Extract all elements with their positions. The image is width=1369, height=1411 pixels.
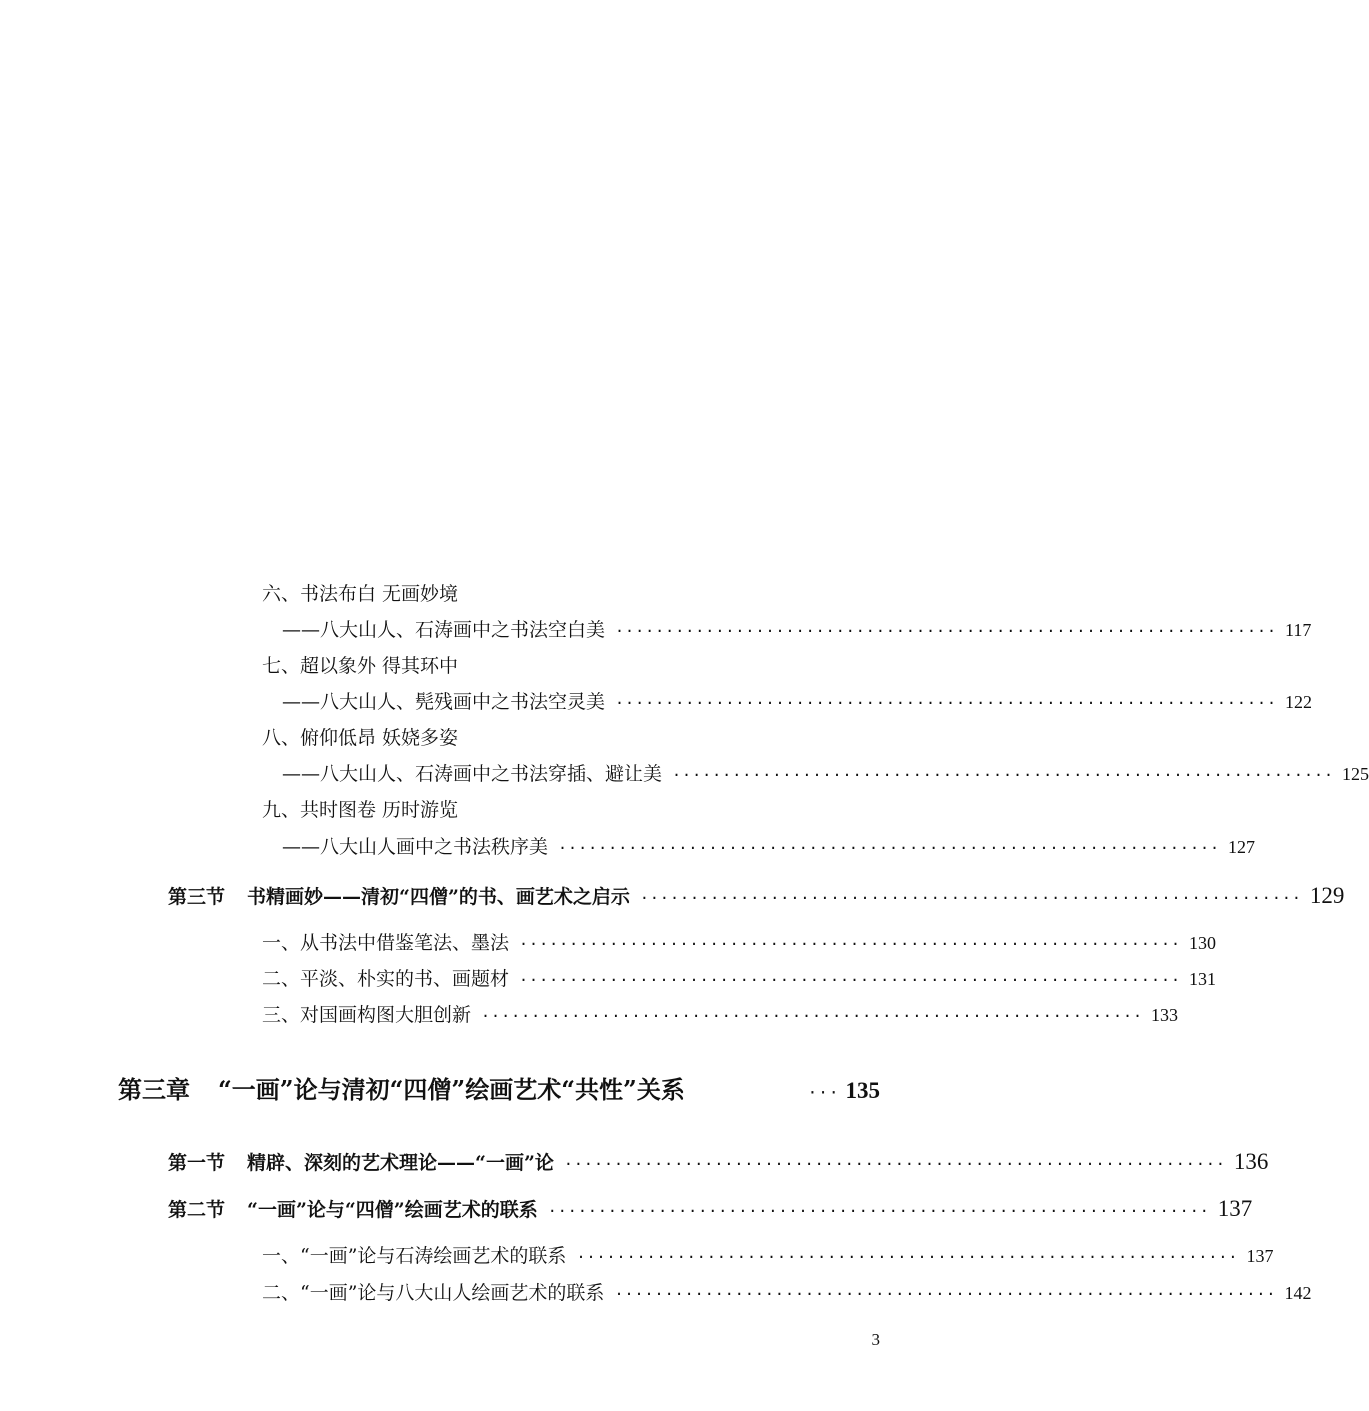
toc-entry-text: 一、从书法中借鉴笔法、墨法	[262, 932, 510, 954]
toc-chapter-3	[118, 1075, 880, 1104]
toc-section-3	[168, 883, 1345, 908]
toc-entry-7-title: 七、超以象外 得其环中	[262, 655, 459, 677]
dot-leader: ··································································	[576, 1248, 1239, 1266]
page-number: 131	[1189, 969, 1217, 989]
toc-chapter3-subentry-1	[262, 1245, 1274, 1267]
section-title: 精辟、深刻的艺术理论——“一画”论	[247, 1152, 554, 1174]
toc-subentry-3	[262, 1004, 1179, 1026]
toc-entry-8-title: 八、俯仰低昂 妖娆多姿	[262, 727, 459, 749]
section-title: “一画”论与“四僧”绘画艺术的联系	[247, 1199, 538, 1221]
page-number: 129	[1309, 883, 1345, 908]
dot-leader: ··································································	[547, 1202, 1210, 1220]
toc-subtitle-text: ——八大山人画中之书法秩序美	[282, 836, 549, 858]
toc-subtitle-text: ——八大山人、髡残画中之书法空灵美	[282, 691, 606, 713]
page-number: 127	[1228, 837, 1256, 857]
dot-leader: ··································································	[672, 766, 1335, 784]
toc-subentry-1	[262, 932, 1217, 954]
toc-entry-8-subtitle	[282, 763, 1369, 785]
chapter-number: 第三章	[118, 1075, 190, 1104]
toc-chapter3-section-1	[168, 1149, 1269, 1174]
page-number: 142	[1284, 1283, 1312, 1303]
section-number: 第三节	[168, 886, 226, 908]
section-number: 第二节	[168, 1199, 226, 1221]
toc-chapter3-subentry-2	[262, 1282, 1312, 1304]
page-number: 130	[1189, 933, 1217, 953]
dot-leader: ··································································	[639, 889, 1302, 907]
dot-leader: ··································································	[615, 694, 1278, 712]
dot-leader: ···	[807, 1083, 840, 1102]
page-number: 117	[1285, 620, 1312, 640]
toc-entry-7-subtitle	[282, 691, 1313, 713]
section-title: 书精画妙——清初“四僧”的书、画艺术之启示	[247, 886, 630, 908]
toc-entry-9-subtitle	[282, 836, 1256, 858]
section-number: 第一节	[168, 1152, 226, 1174]
dot-leader: ··································································	[615, 622, 1278, 640]
toc-entry-6-title: 六、书法布白 无画妙境	[262, 583, 459, 605]
toc-entry-text: 一、“一画”论与石涛绘画艺术的联系	[262, 1245, 567, 1267]
page-number: 137	[1246, 1246, 1274, 1266]
dot-leader: ··································································	[519, 971, 1182, 989]
page-number: 135	[845, 1078, 880, 1103]
toc-entry-text: 二、平淡、朴实的书、画题材	[262, 968, 510, 990]
toc-chapter3-section-2	[168, 1196, 1253, 1221]
page-number: 125	[1342, 764, 1369, 784]
toc-subentry-2	[262, 968, 1217, 990]
page-folio-number: 3	[871, 1330, 880, 1349]
dot-leader: ··································································	[481, 1007, 1144, 1025]
chapter-title: “一画”论与清初“四僧”绘画艺术“共性”关系	[218, 1075, 685, 1104]
toc-entry-text: 二、“一画”论与八大山人绘画艺术的联系	[262, 1282, 605, 1304]
dot-leader: ··································································	[558, 839, 1221, 857]
dot-leader: ··································································	[519, 935, 1182, 953]
page-number: 122	[1285, 692, 1313, 712]
toc-entry-6-subtitle	[282, 619, 1312, 641]
page-number: 137	[1217, 1196, 1253, 1221]
toc-subtitle-text: ——八大山人、石涛画中之书法穿插、避让美	[282, 763, 663, 785]
toc-entry-text: 三、对国画构图大胆创新	[262, 1004, 472, 1026]
page-number: 136	[1233, 1149, 1269, 1174]
dot-leader: ··································································	[563, 1155, 1226, 1173]
toc-subtitle-text: ——八大山人、石涛画中之书法空白美	[282, 619, 606, 641]
page-number: 133	[1151, 1005, 1179, 1025]
dot-leader: ··································································	[614, 1285, 1277, 1303]
toc-entry-9-title: 九、共时图卷 历时游览	[262, 799, 459, 821]
